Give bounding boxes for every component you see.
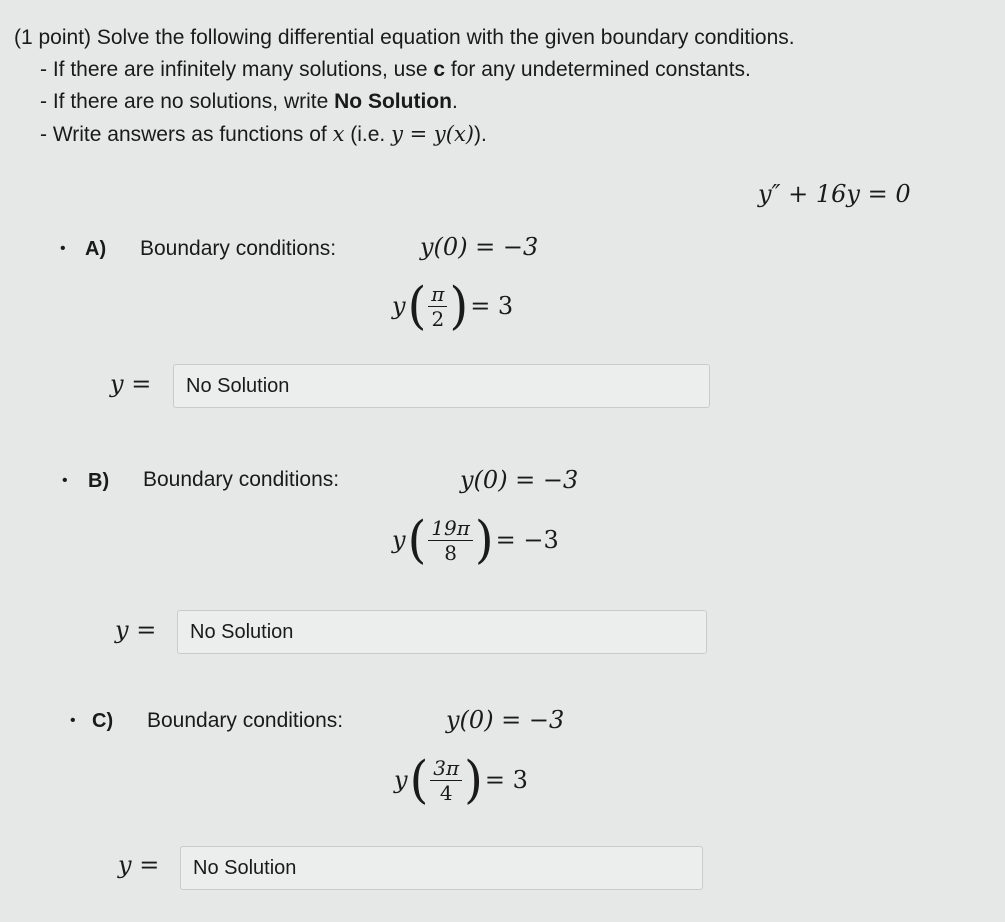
part-b-cond2-fn: y — [392, 526, 406, 554]
left-paren-icon: ( — [409, 750, 429, 810]
part-c-bc-label: Boundary conditions: — [147, 709, 344, 732]
part-c-answer-input[interactable]: No Solution — [180, 846, 703, 890]
part-b-fraction — [428, 516, 473, 565]
left-paren-icon: ( — [407, 276, 427, 336]
part-c-cond1: y(0) = −3 — [446, 706, 565, 734]
bullet-icon: • — [70, 712, 76, 729]
instruction-line-2 — [14, 54, 994, 86]
part-b-cond1: y(0) = −3 — [460, 466, 579, 494]
instruction-line-4 — [14, 118, 994, 151]
instruction-line-4-tail: ). — [474, 123, 487, 146]
instruction-line-2-tail: for any undetermined constants. — [445, 58, 751, 81]
part-a-cond1: y(0) = −3 — [420, 233, 539, 261]
part-a-numerator: π — [428, 282, 447, 307]
part-c-cond2-fn: y — [394, 766, 408, 794]
part-a-denominator: 2 — [431, 306, 445, 331]
bullet-icon: • — [62, 472, 68, 489]
instruction-line-2-text: - If there are infinitely many solutions, use — [40, 58, 434, 81]
part-c-answer-label: y = — [118, 851, 160, 879]
part-c-numerator: 3π — [430, 756, 462, 781]
right-paren-icon: ) — [449, 276, 469, 336]
part-a-cond2-rhs: = 3 — [470, 292, 514, 320]
instruction-line-4-text: - Write answers as functions of — [40, 123, 333, 146]
part-b-answer-input[interactable]: No Solution — [177, 610, 707, 654]
part-a-cond2 — [392, 278, 513, 334]
part-b-cond2 — [392, 512, 559, 568]
right-paren-icon: ) — [464, 750, 483, 810]
part-a-cond2-fn: y — [392, 292, 406, 320]
right-paren-icon: ) — [474, 510, 494, 570]
differential-equation: y″ + 16y = 0 — [758, 180, 911, 208]
instruction-line-4-math: y = y(x) — [391, 122, 474, 146]
instruction-line-4-var: x — [332, 122, 345, 146]
instruction-line-2-var: c — [433, 58, 446, 81]
part-b-cond2-rhs: = −3 — [495, 526, 559, 554]
instruction-line-3 — [14, 86, 994, 118]
left-paren-icon: ( — [407, 510, 427, 570]
instruction-line-3-tail: . — [451, 90, 458, 113]
part-b-denominator: 8 — [444, 540, 457, 565]
instructions — [14, 22, 994, 151]
instruction-line-1: (1 point) Solve the following differential equation with the given boundary conditions. — [14, 26, 795, 49]
part-c-cond2-rhs: = 3 — [484, 766, 528, 794]
part-c-fraction — [430, 756, 462, 805]
part-c-denominator: 4 — [439, 780, 453, 805]
part-c-label: C) — [92, 710, 114, 732]
part-c-cond2 — [394, 752, 528, 808]
part-a-answer-input[interactable]: No Solution — [173, 364, 710, 408]
part-b-label: B) — [88, 470, 110, 492]
part-b-answer-label: y = — [115, 616, 157, 644]
part-b-numerator: 19π — [428, 516, 473, 541]
instruction-line-3-text: - If there are no solutions, write — [40, 90, 335, 113]
part-a-bc-label: Boundary conditions: — [140, 237, 337, 260]
instruction-line-4-mid: (i.e. — [344, 123, 392, 146]
part-a-answer-label: y = — [110, 370, 152, 398]
instruction-line-3-bold: No Solution — [334, 90, 452, 113]
bullet-icon: • — [60, 240, 66, 257]
part-a-fraction — [428, 282, 447, 331]
part-b-bc-label: Boundary conditions: — [143, 468, 340, 491]
part-a-label: A) — [85, 238, 107, 260]
